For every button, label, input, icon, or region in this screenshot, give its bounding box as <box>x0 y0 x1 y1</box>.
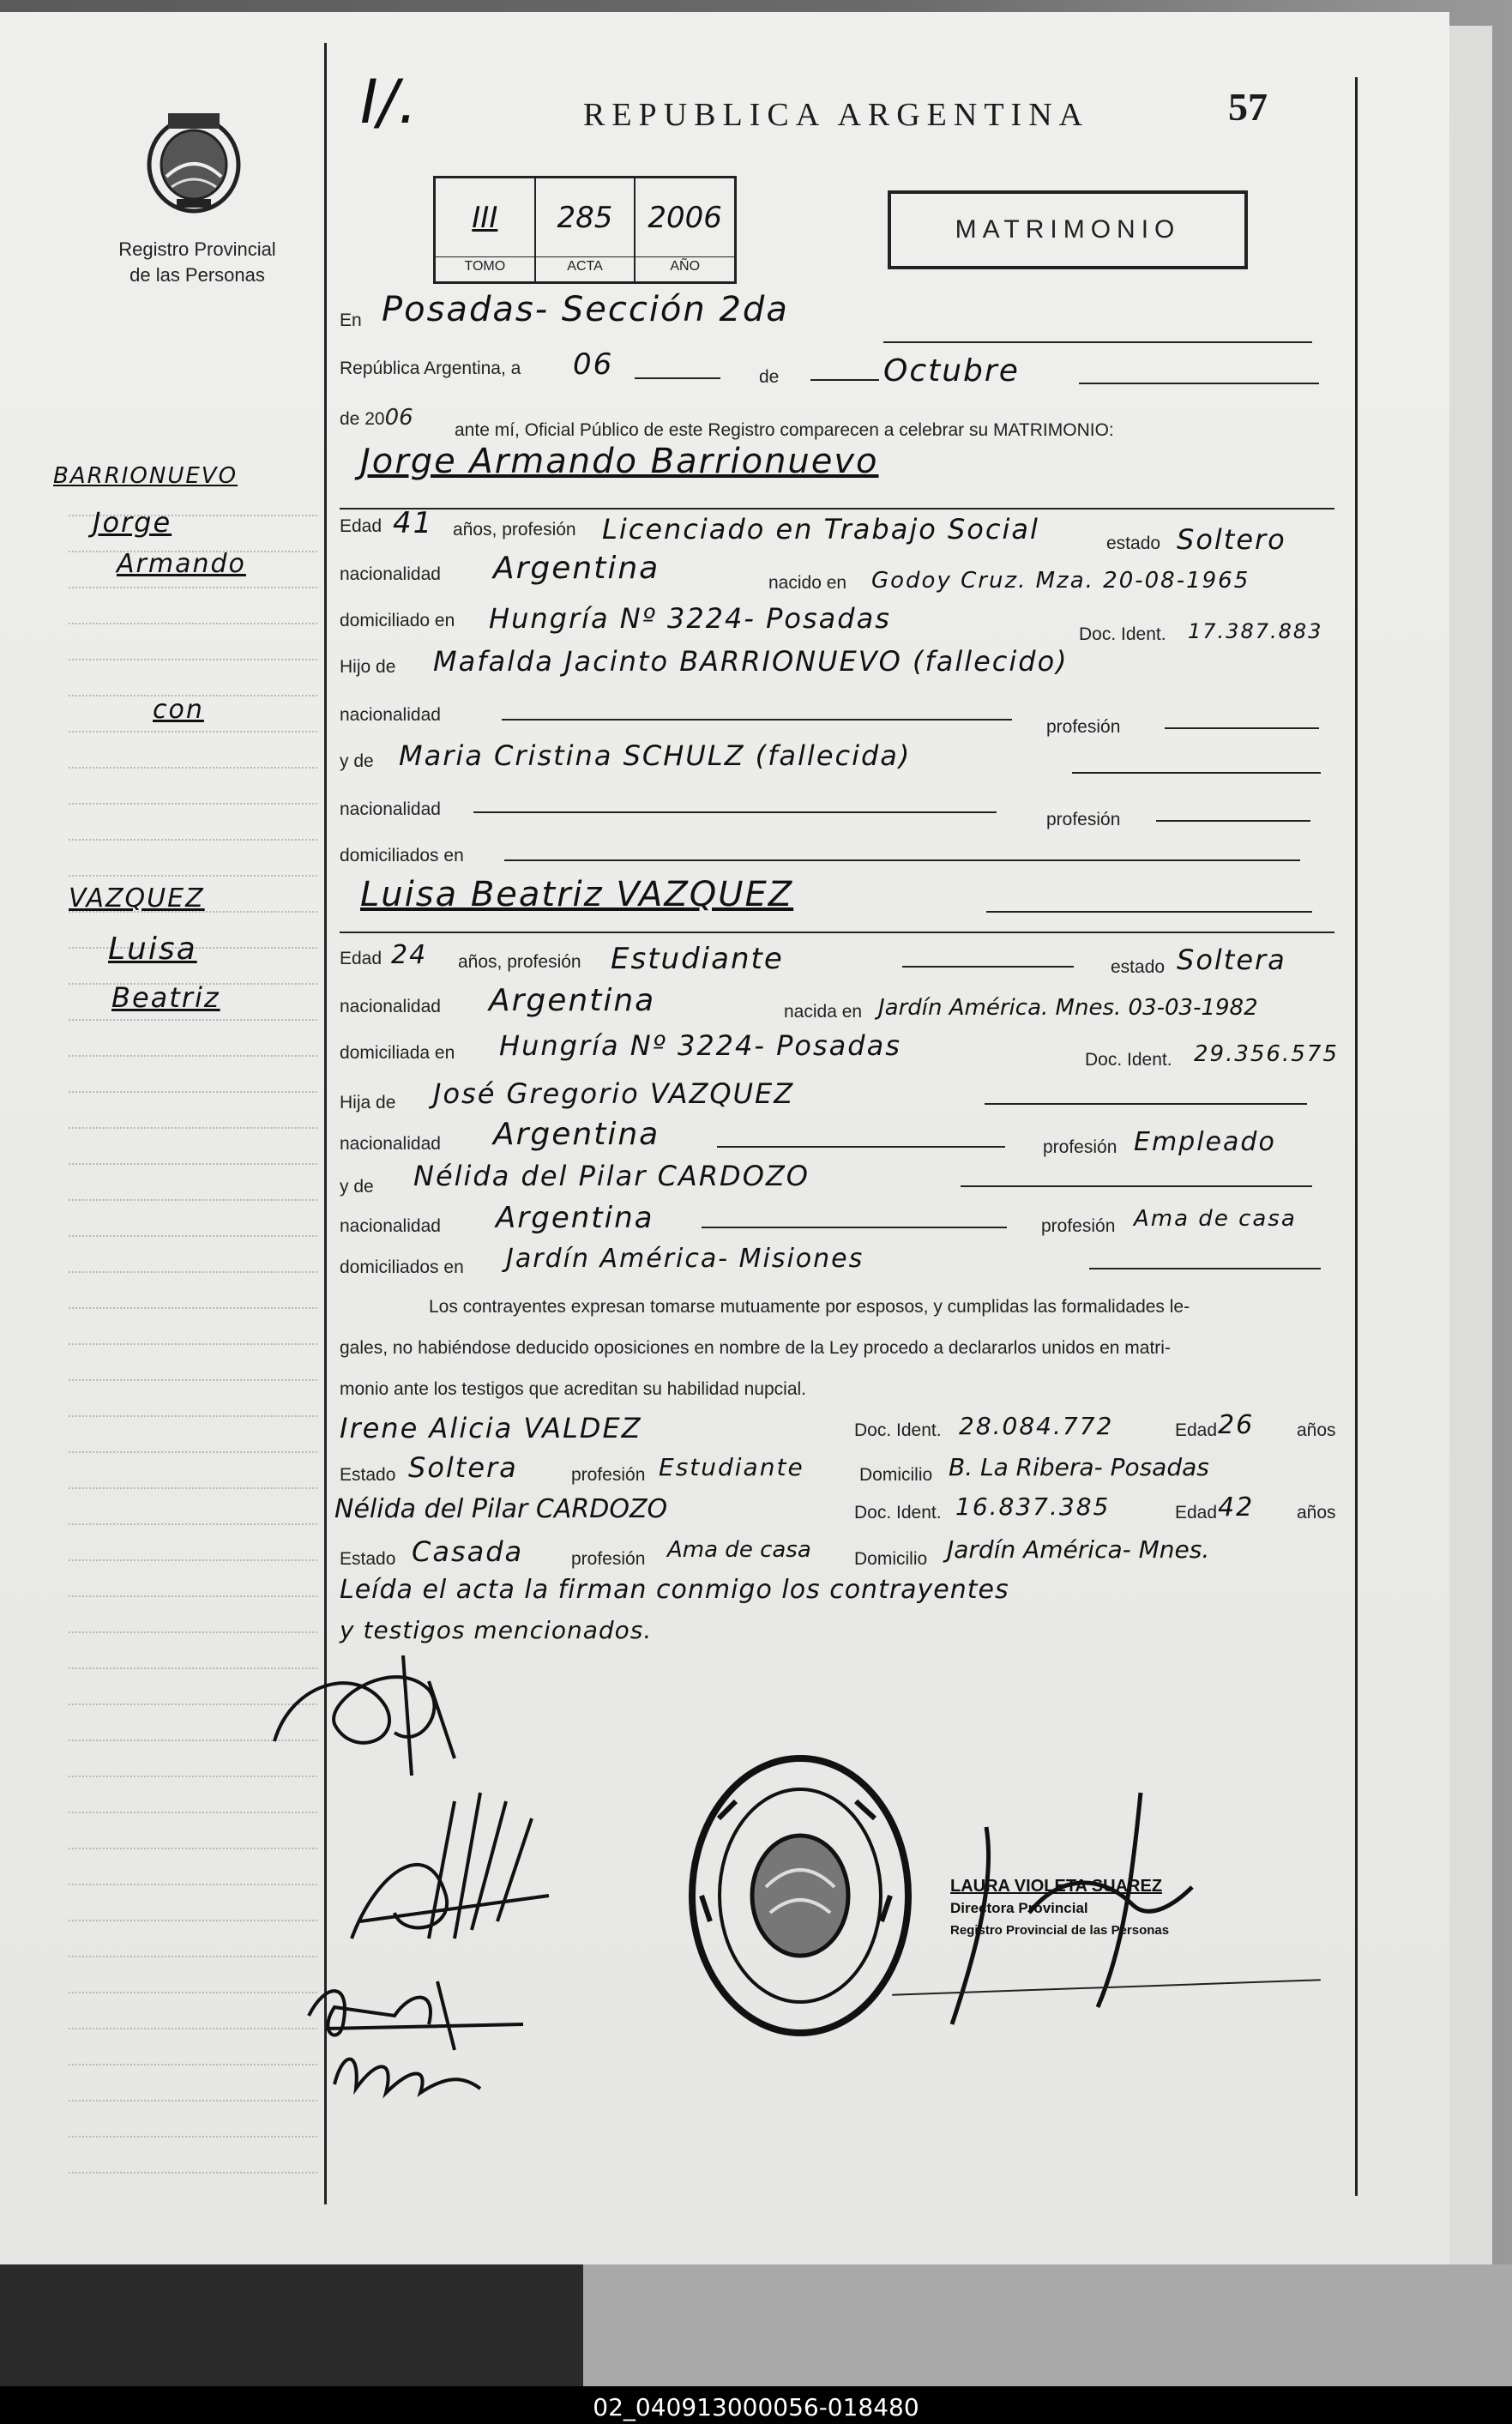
witness-1-label-anos: años <box>1297 1420 1336 1440</box>
margin-ruled-line <box>69 2100 317 2101</box>
margin-ruled-line <box>69 1415 317 1417</box>
bride-label-nacionalidad: nacionalidad <box>340 997 441 1016</box>
bride-label-father-prof: profesión <box>1043 1137 1117 1157</box>
bride-name-fill-line <box>986 911 1312 913</box>
tomo-cell <box>436 178 536 281</box>
bride-mother-line <box>961 1185 1312 1187</box>
right-margin-line <box>1355 77 1358 2196</box>
month-value: Octubre <box>883 353 1020 389</box>
groom-father-nac-line <box>502 719 1012 721</box>
acta-value: 285 <box>557 201 613 235</box>
margin-ruled-line <box>69 1055 317 1057</box>
groom-full-name: Jorge Armando Barrionuevo <box>360 442 879 481</box>
witness-2-label-profesion: profesión <box>571 1549 646 1569</box>
witness-1-label-estado: Estado <box>340 1465 396 1485</box>
groom-mother-prof-line <box>1156 820 1310 822</box>
margin-ruled-line <box>69 1956 317 1957</box>
record-reference-table <box>433 176 737 284</box>
ano-value: 2006 <box>648 201 722 235</box>
groom-mother-line <box>1072 772 1321 774</box>
bride-label-hija: Hija de <box>340 1093 396 1113</box>
page-number: 57 <box>1228 85 1268 129</box>
witness-2-address: Jardín América- Mnes. <box>947 1535 1210 1564</box>
margin-ruled-line <box>69 659 317 660</box>
bride-label-nacida: nacida en <box>784 1002 863 1022</box>
margin-ruled-line <box>69 587 317 588</box>
ano-cell <box>636 178 734 281</box>
bride-profession-line <box>902 966 1074 968</box>
groom-label-father-prof: profesión <box>1046 717 1121 737</box>
margin-ruled-line <box>69 1812 317 1813</box>
margin-groom-name1: Jorge <box>93 506 172 539</box>
margin-bride-name1: Luisa <box>108 932 197 967</box>
registry-line-2: de las Personas <box>130 264 265 286</box>
bride-full-name: Luisa Beatriz VAZQUEZ <box>360 875 794 914</box>
margin-ruled-line <box>69 623 317 624</box>
margin-ruled-line <box>69 1595 317 1597</box>
label-year <box>340 405 413 431</box>
month-lead-line <box>810 379 879 381</box>
image-id-label: 02_040913000056-018480 <box>593 2393 919 2421</box>
margin-ruled-line <box>69 731 317 733</box>
bride-label-mother-nac: nacionalidad <box>340 1216 441 1236</box>
place-value: Posadas- Sección 2da <box>382 290 789 329</box>
intro-statement: ante mí, Oficial Público de este Registro comparecen a celebrar su MATRIMONIO: <box>455 420 1114 440</box>
bride-label-domicilio: domiciliada en <box>340 1043 455 1063</box>
bride-father-line <box>985 1103 1307 1105</box>
witness-1-marital-status: Soltera <box>408 1451 518 1484</box>
page-mark: I/. <box>360 67 418 137</box>
margin-groom-surname: BARRIONUEVO <box>53 463 238 489</box>
officer-title: Directora Provincial <box>950 1900 1088 1916</box>
signature-1 <box>257 1630 515 1784</box>
margin-ruled-line <box>69 1559 317 1561</box>
margin-ruled-line <box>69 1487 317 1489</box>
declaration-line-3: monio ante los testigos que acreditan su habilidad nupcial. <box>340 1379 807 1399</box>
declaration-line-2: gales, no habiéndose deducido oposiciones en nombre de la Ley procedo a declararlos unidos en matri- <box>340 1338 1171 1358</box>
margin-bride-name2: Beatriz <box>111 981 220 1014</box>
groom-label-nacionalidad: nacionalidad <box>340 564 441 584</box>
groom-divider <box>340 508 1334 510</box>
scan-bottom-light <box>583 2264 1512 2393</box>
groom-profession: Licenciado en Trabajo Social <box>602 513 1039 546</box>
margin-ruled-line <box>69 1451 317 1453</box>
bride-label-yde: y de <box>340 1177 374 1197</box>
groom-label-hijo: Hijo de <box>340 657 396 677</box>
witness-1-address: B. La Ribera- Posadas <box>949 1453 1209 1481</box>
tomo-label: TOMO <box>436 256 534 274</box>
witness-1-label-profesion: profesión <box>571 1465 646 1485</box>
margin-ruled-line <box>69 1019 317 1021</box>
signature-2 <box>326 1767 583 1964</box>
registry-name <box>86 237 309 288</box>
witness-2-profession: Ama de casa <box>667 1537 811 1563</box>
bride-label-edad: Edad <box>340 949 383 968</box>
groom-label-nacido: nacido en <box>768 573 847 593</box>
bride-parents-address: Jardín América- Misiones <box>506 1244 864 1274</box>
document-type-box: MATRIMONIO <box>888 190 1248 269</box>
witness-1-doc-id: 28.084.772 <box>959 1412 1114 1440</box>
groom-label-mother-prof: profesión <box>1046 810 1121 829</box>
margin-ruled-line <box>69 1199 317 1201</box>
witness-1-age: 26 <box>1218 1410 1255 1440</box>
witness-1-profession: Estudiante <box>659 1453 804 1481</box>
registry-line-1: Registro Provincial <box>118 238 276 260</box>
witness-2-marital-status: Casada <box>412 1535 524 1568</box>
groom-age: 41 <box>393 506 434 540</box>
groom-doc-id: 17.387.883 <box>1188 619 1323 643</box>
bride-mother-nac-line <box>702 1227 1007 1228</box>
day-value: 06 <box>573 347 614 382</box>
bride-label-mother-prof: profesión <box>1041 1216 1116 1236</box>
groom-label-mother-nac: nacionalidad <box>340 799 441 819</box>
margin-connector: con <box>153 695 204 725</box>
bride-label-doc: Doc. Ident. <box>1085 1050 1172 1070</box>
ano-label: AÑO <box>636 256 734 274</box>
margin-ruled-line <box>69 2028 317 2029</box>
place-fill-line <box>883 341 1312 343</box>
bride-label-profesion: años, profesión <box>458 952 581 972</box>
margin-bride-surname: VAZQUEZ <box>69 883 205 914</box>
bride-marital-status: Soltera <box>1177 944 1286 976</box>
year-suffix: 06 <box>384 405 413 431</box>
bride-profession: Estudiante <box>611 942 784 976</box>
groom-label-estado: estado <box>1106 534 1161 553</box>
margin-groom-name2: Armando <box>117 549 246 579</box>
tomo-value: III <box>472 201 498 235</box>
groom-father-prof-line <box>1165 727 1319 729</box>
bride-address: Hungría Nº 3224- Posadas <box>499 1029 901 1062</box>
page-title: REPUBLICA ARGENTINA <box>583 97 1090 133</box>
closing-line-1: Leída el acta la firman conmigo los contrayentes <box>340 1575 1009 1605</box>
margin-ruled-line <box>69 1235 317 1237</box>
bride-age: 24 <box>391 940 428 970</box>
groom-label-domicilio: domiciliado en <box>340 611 455 630</box>
margin-ruled-line <box>69 1992 317 1993</box>
bride-doc-id: 29.356.575 <box>1194 1041 1339 1067</box>
margin-ruled-line <box>69 1848 317 1849</box>
bride-birth: Jardín América. Mnes. 03-03-1982 <box>878 995 1258 1021</box>
bride-father-nac-line <box>717 1146 1005 1148</box>
bride-mother: Nélida del Pilar CARDOZO <box>413 1160 810 1192</box>
bride-mother-nationality: Argentina <box>496 1201 654 1235</box>
acta-label: ACTA <box>536 256 635 274</box>
witness-2-label-domicilio: Domicilio <box>854 1549 928 1569</box>
bride-father: José Gregorio VAZQUEZ <box>433 1077 795 1110</box>
officer-name: LAURA VIOLETA SUAREZ <box>950 1877 1163 1896</box>
margin-ruled-line <box>69 2064 317 2065</box>
year-prefix: de 20 <box>340 409 385 429</box>
margin-ruled-line <box>69 1091 317 1093</box>
groom-father: Mafalda Jacinto BARRIONUEVO (fallecido) <box>433 645 1069 678</box>
margin-ruled-line <box>69 1343 317 1345</box>
witness-2-doc-id: 16.837.385 <box>955 1492 1111 1521</box>
declaration-line-1: Los contrayentes expresan tomarse mutuamente por esposos, y cumplidas las formalidades le- <box>429 1297 1190 1317</box>
margin-ruled-line <box>69 1523 317 1525</box>
provincial-crest-icon <box>142 108 245 216</box>
closing-line-2: y testigos mencionados. <box>340 1616 653 1644</box>
bride-label-parents-dom: domiciliados en <box>340 1257 464 1277</box>
margin-ruled-line <box>69 803 317 805</box>
bride-nationality: Argentina <box>489 983 656 1018</box>
groom-label-edad: Edad <box>340 516 383 536</box>
margin-ruled-line <box>69 1884 317 1885</box>
witness-2-label-edad: Edad <box>1175 1503 1218 1523</box>
groom-parents-dom-line <box>504 859 1300 861</box>
margin-ruled-line <box>69 1307 317 1309</box>
officer-subtitle: Registro Provincial de las Personas <box>950 1923 1170 1938</box>
signature-4 <box>326 2041 497 2110</box>
witness-2-age: 42 <box>1218 1492 1255 1523</box>
bride-father-nationality: Argentina <box>493 1117 660 1152</box>
page-edge <box>1449 26 1492 2273</box>
witness-2-name: Nélida del Pilar CARDOZO <box>334 1494 668 1524</box>
groom-mother: Maria Cristina SCHULZ (fallecida) <box>399 739 912 772</box>
groom-label-father-nac: nacionalidad <box>340 705 441 725</box>
day-fill-line <box>635 377 720 379</box>
month-fill-line <box>1079 383 1319 384</box>
acta-cell <box>536 178 636 281</box>
margin-ruled-line <box>69 767 317 769</box>
witness-1-label-edad: Edad <box>1175 1420 1218 1440</box>
groom-birth: Godoy Cruz. Mza. 20-08-1965 <box>871 568 1250 594</box>
registry-seal-stamp <box>684 1750 916 2041</box>
witness-2-label-doc: Doc. Ident. <box>854 1503 942 1523</box>
groom-address: Hungría Nº 3224- Posadas <box>489 602 891 635</box>
bride-parents-dom-line <box>1089 1268 1321 1269</box>
officer-block <box>950 1875 1169 1942</box>
margin-ruled-line <box>69 2136 317 2138</box>
margin-ruled-line <box>69 1379 317 1381</box>
groom-nationality: Argentina <box>493 551 660 586</box>
margin-ruled-line <box>69 1271 317 1273</box>
groom-label-doc: Doc. Ident. <box>1079 624 1166 644</box>
bride-label-father-nac: nacionalidad <box>340 1134 441 1154</box>
margin-ruled-line <box>69 839 317 841</box>
groom-label-parents-dom: domiciliados en <box>340 846 464 865</box>
bride-father-profession: Empleado <box>1134 1127 1276 1157</box>
groom-marital-status: Soltero <box>1177 523 1286 556</box>
witness-2-label-anos: años <box>1297 1503 1336 1523</box>
groom-mother-nac-line <box>473 811 997 813</box>
witness-1-name: Irene Alicia VALDEZ <box>340 1412 642 1444</box>
label-en: En <box>340 311 362 330</box>
groom-label-profesion: años, profesión <box>453 520 576 540</box>
witness-1-label-doc: Doc. Ident. <box>854 1420 942 1440</box>
margin-ruled-line <box>69 1920 317 1921</box>
witness-1-label-domicilio: Domicilio <box>859 1465 933 1485</box>
margin-ruled-line <box>69 1127 317 1129</box>
bride-divider <box>340 932 1334 933</box>
bride-mother-profession: Ama de casa <box>1134 1206 1297 1232</box>
witness-2-label-estado: Estado <box>340 1549 396 1569</box>
bride-label-estado: estado <box>1111 957 1166 977</box>
margin-ruled-line <box>69 2172 317 2174</box>
margin-ruled-line <box>69 875 317 877</box>
label-de: de <box>759 367 780 387</box>
margin-ruled-line <box>69 1163 317 1165</box>
label-republica: República Argentina, a <box>340 359 521 378</box>
groom-label-yde: y de <box>340 751 374 771</box>
